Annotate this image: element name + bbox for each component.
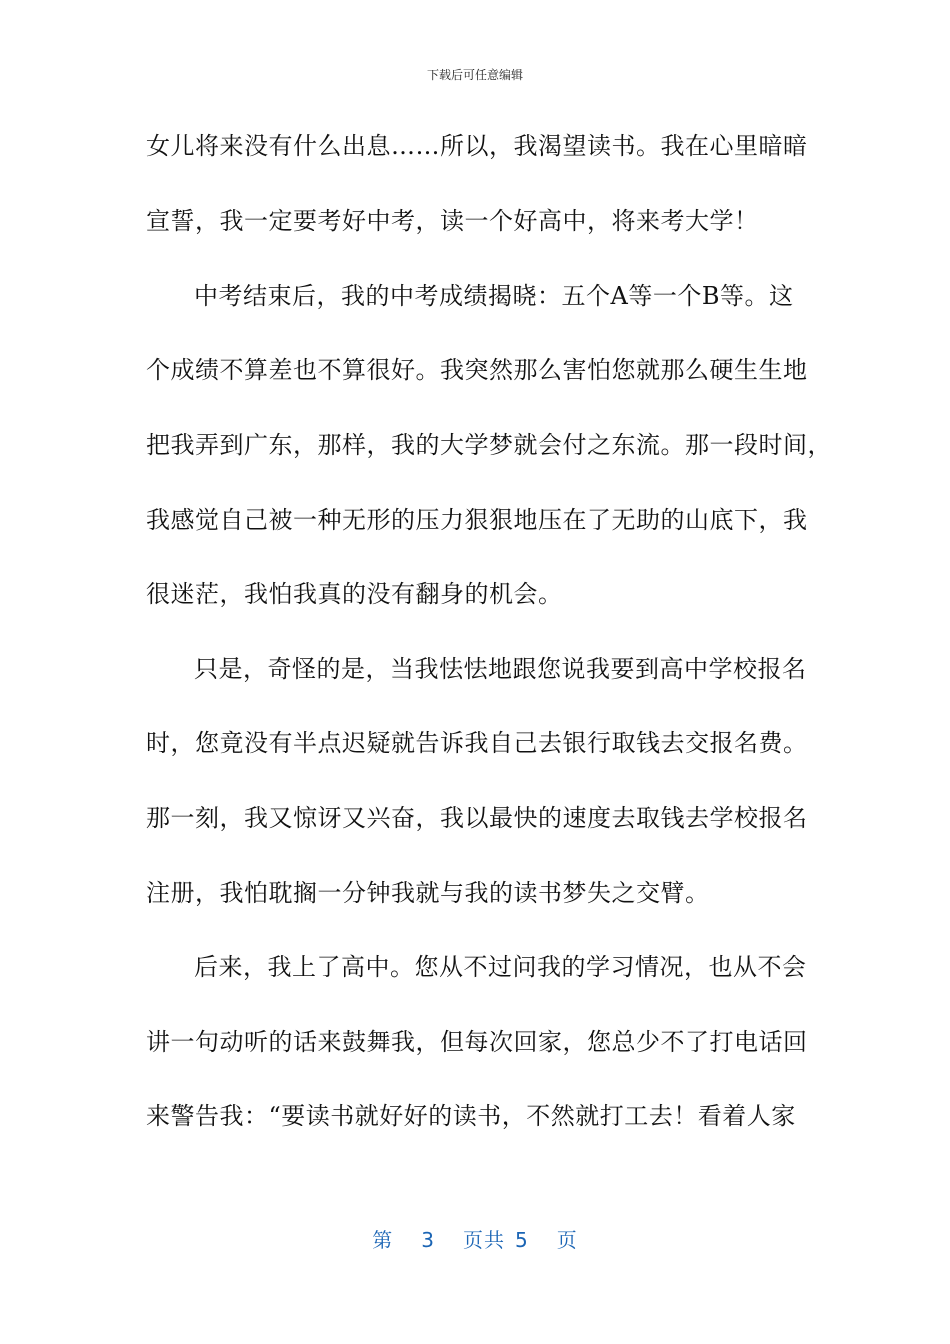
footer-prefix: 第 [372, 1228, 394, 1252]
header-note: 下载后可任意编辑 [426, 68, 523, 82]
text-line: 来警告我：“要读书就好好的读书，不然就打工去！看着人家 [146, 1102, 796, 1130]
text-line: 讲一句动听的话来鼓舞我，但每次回家，您总少不了打电话回 [146, 1028, 808, 1056]
text-line: 那一刻，我又惊讶又兴奋，我以最快的速度去取钱去学校报名 [146, 804, 808, 832]
text-line: 女儿将来没有什么出息……所以，我渴望读书。我在心里暗暗 [146, 132, 808, 160]
paragraph-start-line: 中考结束后，我的中考成绩揭晓：五个A等一个B等。这 [194, 282, 794, 310]
page-footer [0, 1224, 950, 1253]
text-line: 我感觉自己被一种无形的压力狠狠地压在了无助的山底下，我 [146, 506, 808, 534]
text-line: 把我弄到广东，那样，我的大学梦就会付之东流。那一段时间， [146, 431, 832, 459]
footer-middle: 页共 [463, 1228, 505, 1252]
paragraph-start-line: 只是，奇怪的是，当我怯怯地跟您说我要到高中学校报名 [194, 655, 807, 683]
footer-suffix: 页 [556, 1228, 578, 1252]
text-line: 很迷茫，我怕我真的没有翻身的机会。 [146, 580, 563, 608]
total-pages-number: 5 [515, 1228, 529, 1252]
paragraph-start-line: 后来，我上了高中。您从不过问我的学习情况，也从不会 [194, 953, 807, 981]
text-line: 注册，我怕耽搁一分钟我就与我的读书梦失之交臂。 [146, 879, 710, 907]
text-line: 宣誓，我一定要考好中考，读一个好高中，将来考大学！ [146, 207, 759, 235]
current-page-number: 3 [421, 1228, 435, 1252]
text-line: 个成绩不算差也不算很好。我突然那么害怕您就那么硬生生地 [146, 356, 808, 384]
text-line: 时，您竟没有半点迟疑就告诉我自己去银行取钱去交报名费。 [146, 729, 808, 757]
